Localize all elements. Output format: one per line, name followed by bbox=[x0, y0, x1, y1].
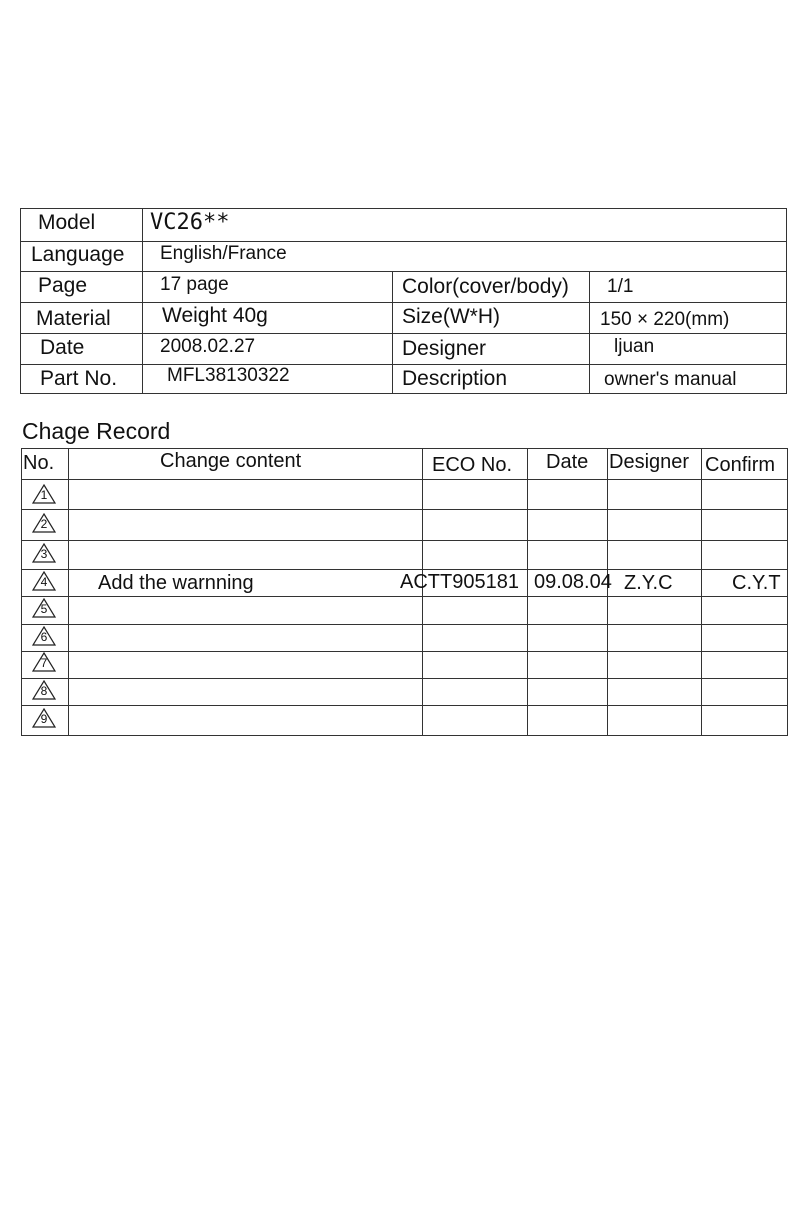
row-4-confirm: C.Y.T bbox=[732, 572, 781, 594]
record-table-divider bbox=[527, 448, 528, 736]
row-4-change-content: Add the warnning bbox=[98, 572, 254, 594]
revision-triangle-icon bbox=[32, 543, 56, 563]
row-4-date: 09.08.04 bbox=[534, 571, 612, 593]
model-value: VC26** bbox=[150, 210, 230, 235]
revision-triangle-icon bbox=[32, 484, 56, 504]
row-no: 9 bbox=[40, 712, 48, 726]
spec-table-divider bbox=[392, 271, 393, 394]
revision-triangle-icon bbox=[32, 626, 56, 646]
record-table-rule bbox=[21, 540, 788, 541]
row-no: 6 bbox=[40, 630, 48, 644]
material-value: Weight 40g bbox=[162, 304, 268, 327]
row-no: 2 bbox=[40, 517, 48, 531]
row-no: 1 bbox=[40, 488, 48, 502]
date-label: Date bbox=[40, 336, 85, 359]
row-no: 8 bbox=[40, 684, 48, 698]
revision-triangle-icon bbox=[32, 571, 56, 591]
record-table-rule bbox=[21, 596, 788, 597]
revision-triangle-icon bbox=[32, 652, 56, 672]
record-table-divider bbox=[68, 448, 69, 736]
record-table-divider bbox=[701, 448, 702, 736]
designer-label: Designer bbox=[402, 337, 487, 360]
spec-table-border-top bbox=[20, 208, 787, 209]
spec-table-rule bbox=[20, 271, 787, 272]
spec-table-rule bbox=[20, 364, 787, 365]
material-label: Material bbox=[36, 307, 111, 330]
row-no: 7 bbox=[40, 656, 48, 670]
spec-table-border-right bbox=[786, 208, 787, 394]
revision-triangle-icon bbox=[32, 708, 56, 728]
revision-triangle-icon bbox=[32, 513, 56, 533]
spec-table-rule bbox=[20, 302, 787, 303]
date-value: 2008.02.27 bbox=[160, 336, 256, 357]
header-designer: Designer bbox=[609, 451, 690, 473]
record-table-border-right bbox=[787, 448, 788, 736]
record-table-rule bbox=[21, 678, 788, 679]
spec-table-rule bbox=[20, 241, 787, 242]
header-eco-no: ECO No. bbox=[432, 454, 513, 476]
spec-table-border-bottom bbox=[20, 393, 787, 394]
record-table-border-top bbox=[21, 448, 788, 449]
description-label: Description bbox=[402, 367, 508, 390]
row-no: 5 bbox=[40, 602, 48, 616]
row-4-designer: Z.Y.C bbox=[624, 572, 673, 594]
spec-table-divider bbox=[142, 208, 143, 394]
record-table-rule bbox=[21, 705, 788, 706]
spec-table-rule bbox=[20, 333, 787, 334]
size-value: 150 × 220(mm) bbox=[600, 309, 730, 330]
header-date: Date bbox=[546, 451, 589, 473]
page-value: 17 page bbox=[160, 274, 229, 295]
record-table-border-bottom bbox=[21, 735, 788, 736]
spec-table-divider bbox=[589, 271, 590, 394]
language-value: English/France bbox=[160, 243, 287, 264]
spec-table-border-left bbox=[20, 208, 21, 394]
change-record-title: Chage Record bbox=[22, 418, 171, 444]
color-label: Color(cover/body) bbox=[402, 275, 569, 298]
header-no: No. bbox=[23, 452, 55, 474]
color-value: 1/1 bbox=[607, 276, 634, 297]
header-confirm: Confirm bbox=[705, 454, 776, 476]
row-4-eco-no: ACTT905181 bbox=[400, 571, 519, 593]
record-table-border-left bbox=[21, 448, 22, 736]
header-change-content: Change content bbox=[160, 450, 302, 472]
record-table-rule bbox=[21, 569, 788, 570]
revision-triangle-icon bbox=[32, 680, 56, 700]
model-label: Model bbox=[38, 211, 96, 234]
record-table-rule bbox=[21, 624, 788, 625]
designer-value: ljuan bbox=[614, 336, 655, 357]
row-no: 4 bbox=[40, 575, 48, 589]
part-no-label: Part No. bbox=[40, 367, 118, 390]
row-no: 3 bbox=[40, 547, 48, 561]
language-label: Language bbox=[31, 243, 125, 266]
part-no-value: MFL38130322 bbox=[167, 365, 290, 386]
revision-triangle-icon bbox=[32, 598, 56, 618]
description-value: owner's manual bbox=[604, 369, 737, 390]
record-table-rule bbox=[21, 509, 788, 510]
record-table-rule bbox=[21, 651, 788, 652]
size-label: Size(W*H) bbox=[402, 305, 500, 328]
page-label: Page bbox=[38, 274, 88, 297]
record-table-rule bbox=[21, 479, 788, 480]
